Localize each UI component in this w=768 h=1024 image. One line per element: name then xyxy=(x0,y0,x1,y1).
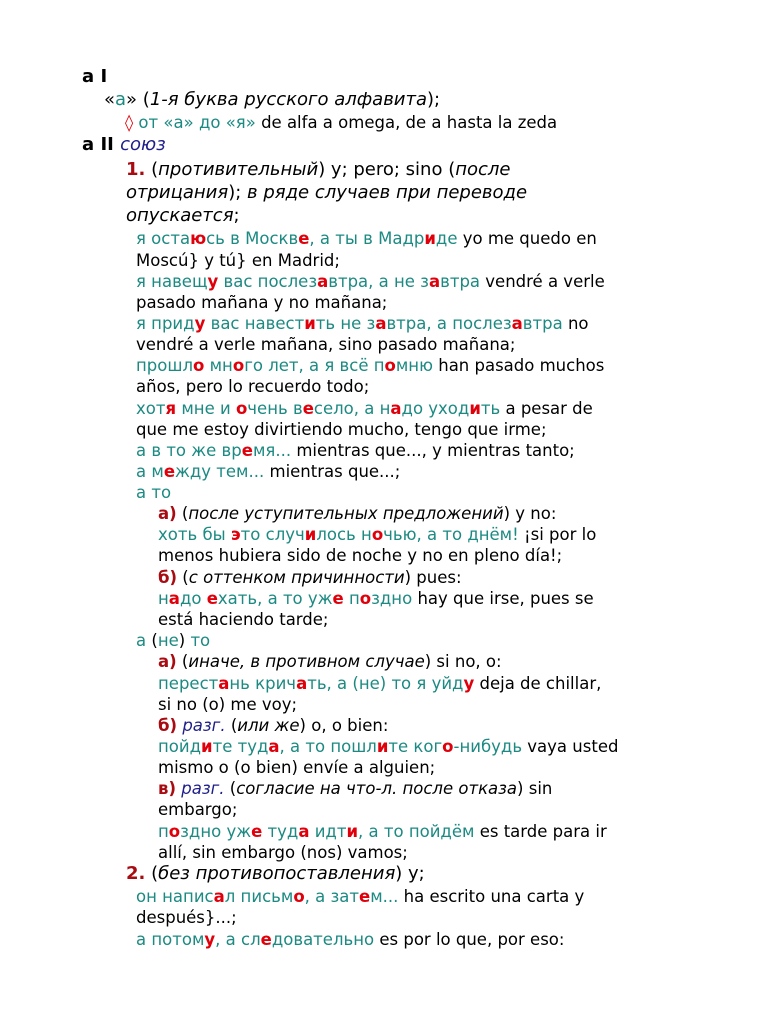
example-translation: si no (o) me voy; xyxy=(158,695,298,714)
headword-text: а xyxy=(82,66,95,87)
subsense-v-cont: embargo; xyxy=(158,800,238,819)
part-of-speech: союз xyxy=(120,134,166,155)
example-translation: menos hubiera sido de noche y no en pleno día!; xyxy=(158,546,563,565)
subentry-a-ne-to: а (не) то xyxy=(136,631,211,650)
sense-1-header-3: опускается; xyxy=(126,205,240,226)
example-translation: Moscú} y tú} en Madrid; xyxy=(136,251,340,270)
headword-a-1 xyxy=(82,66,107,88)
example-translation: años, pero lo recuerdo todo; xyxy=(136,377,370,396)
example-line: хоть бы это случилось ночью, а то днём! ¡si por lo xyxy=(158,525,597,544)
idiom-diamond-icon: ◊ xyxy=(125,113,134,132)
sense-2-header: 2. (без противопоставления) y; xyxy=(126,863,425,884)
subsense-b: б) (с оттенком причинности) pues: xyxy=(158,568,462,587)
sense-1-header-2: отрицания); в ряде случаев при переводе xyxy=(126,182,528,203)
idiom-line: ◊ от «а» до «я» de alfa a omega, de a hasta la zeda xyxy=(125,113,558,132)
example-line: прошло много лет, а я всё помню han pasado muchos xyxy=(136,356,605,375)
example-line: он написал письмо, а затем... ha escrito una carta y xyxy=(136,887,585,906)
example-line: перестань кричать, а (не) то я уйду deja de chillar, xyxy=(158,674,602,693)
example-line: а потому, а следовательно es por lo que, por eso: xyxy=(136,930,565,949)
subsense-v: в) разг. (согласие на что-л. после отказа) sin xyxy=(158,779,553,798)
sense-1-header: 1. (противительный) y; pero; sino (после xyxy=(126,159,511,180)
example-line: пойдите туда, а то пошлите кого-нибудь vaya usted xyxy=(158,737,619,756)
example-line: я остаюсь в Москве, а ты в Мадриде yo me quedo en xyxy=(136,229,597,248)
example-translation: vendré a verle mañana, sino pasado mañana; xyxy=(136,335,516,354)
letter-definition: «а» (1-я буква русского алфавита); xyxy=(104,89,441,110)
example-translation: allí, sin embargo (nos) vamos; xyxy=(158,843,408,862)
example-translation: está haciendo tarde; xyxy=(158,610,329,629)
example-line: я приду вас навестить не завтра, а послезавтра no xyxy=(136,314,589,333)
example-translation: después}...; xyxy=(136,908,237,927)
headword-a-2: а II союз xyxy=(82,134,166,155)
example-line: поздно уже туда идти, а то пойдём es tarde para ir xyxy=(158,822,607,841)
example-line: я навещу вас послезавтра, а не завтра vendré a verle xyxy=(136,272,605,291)
homonym-number: I xyxy=(100,66,108,87)
example-line: а между тем... mientras que...; xyxy=(136,462,401,481)
example-translation: que me estoy divirtiendo mucho, tengo que irme; xyxy=(136,420,547,439)
example-translation: mismo o (o bien) envíe a alguien; xyxy=(158,758,436,777)
subsense-a: а) (после уступительных предложений) y no: xyxy=(158,504,557,523)
example-line: а в то же время... mientras que..., y mientras tanto; xyxy=(136,441,575,460)
subsense-a: а) (иначе, в противном случае) si no, o: xyxy=(158,652,502,671)
example-line: хотя мне и очень весело, а надо уходить a pesar de xyxy=(136,399,593,418)
example-line: надо ехать, а то уже поздно hay que irse, pues se xyxy=(158,589,594,608)
example-translation: pasado mañana y no mañana; xyxy=(136,293,388,312)
subentry-a-to: а то xyxy=(136,483,172,502)
subsense-b: б) разг. (или же) o, o bien: xyxy=(158,716,389,735)
